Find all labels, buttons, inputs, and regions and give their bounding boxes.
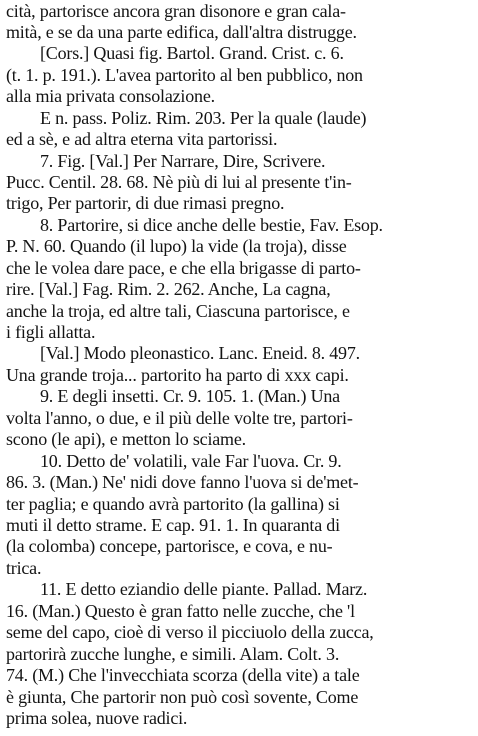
text-line: Una grande troja... partorito ha parto di xxx capi. xyxy=(6,365,349,385)
text-line: cità, partorisce ancora gran disonore e gran cala- xyxy=(6,1,346,21)
text-line: ed a sè, e ad altra eterna vita partorissi. xyxy=(6,129,278,149)
text-line: 74. (M.) Che l'invecchiata scorza (della vite) a tale xyxy=(6,665,360,685)
text-line: Pucc. Centil. 28. 68. Nè più di lui al presente t'in- xyxy=(6,172,352,192)
text-line: [Cors.] Quasi fig. Bartol. Grand. Crist. c. 6. xyxy=(40,43,344,63)
text-line: volta l'anno, o due, e il più delle volte tre, partori- xyxy=(6,408,353,428)
text-line: trigo, Per partorir, di due rimasi pregno. xyxy=(6,193,285,213)
text-line: che le volea dare pace, e che ella brigasse di parto- xyxy=(6,258,361,278)
text-line: 8. Partorire, si dice anche delle bestie, Fav. Esop. xyxy=(40,215,383,235)
text-line: 9. E degli insetti. Cr. 9. 105. 1. (Man.) Una xyxy=(40,386,340,406)
text-line: rire. [Val.] Fag. Rim. 2. 262. Anche, La cagna, xyxy=(6,279,331,299)
text-line: muti il detto strame. E cap. 91. 1. In quaranta di xyxy=(6,515,340,535)
text-line: E n. pass. Poliz. Rim. 203. Per la quale (laude) xyxy=(40,108,367,128)
text-line: anche la troja, ed altre tali, Ciascuna partorisce, e xyxy=(6,301,350,321)
text-line: 11. E detto eziandio delle piante. Pallad. Marz. xyxy=(40,579,368,599)
text-line: è giunta, Che partorir non può così sovente, Come xyxy=(6,687,359,707)
text-line: prima solea, nuove radici. xyxy=(6,708,188,728)
text-line: 7. Fig. [Val.] Per Narrare, Dire, Scrivere. xyxy=(40,151,326,171)
text-line: partorirà zucche lunghe, e simili. Alam. Colt. 3. xyxy=(6,644,340,664)
text-line: trica. xyxy=(6,558,42,578)
text-line: [Val.] Modo pleonastico. Lanc. Eneid. 8. 497. xyxy=(40,343,360,363)
text-line: (la colomba) concepe, partorisce, e cova, e nu- xyxy=(6,536,333,556)
text-line: ter paglia; e quando avrà partorito (la gallina) si xyxy=(6,494,340,514)
text-line: alla mia privata consolazione. xyxy=(6,86,215,106)
text-line: scono (le api), e metton lo sciame. xyxy=(6,429,246,449)
text-line: i figli allatta. xyxy=(6,322,96,342)
text-line: 16. (Man.) Questo è gran fatto nelle zucche, che 'l xyxy=(6,601,355,621)
text-line: mità, e se da una parte edifica, dall'altra distrugge. xyxy=(6,22,357,42)
text-line: (t. 1. p. 191.). L'avea partorito al ben pubblico, non xyxy=(6,65,363,85)
text-line: seme del capo, cioè di verso il picciuolo della zucca, xyxy=(6,622,374,642)
text-line: P. N. 60. Quando (il lupo) la vide (la troja), disse xyxy=(6,236,347,256)
text-line: 86. 3. (Man.) Ne' nidi dove fanno l'uova si de'met- xyxy=(6,472,359,492)
text-line: 10. Detto de' volatili, vale Far l'uova. Cr. 9. xyxy=(40,451,342,471)
